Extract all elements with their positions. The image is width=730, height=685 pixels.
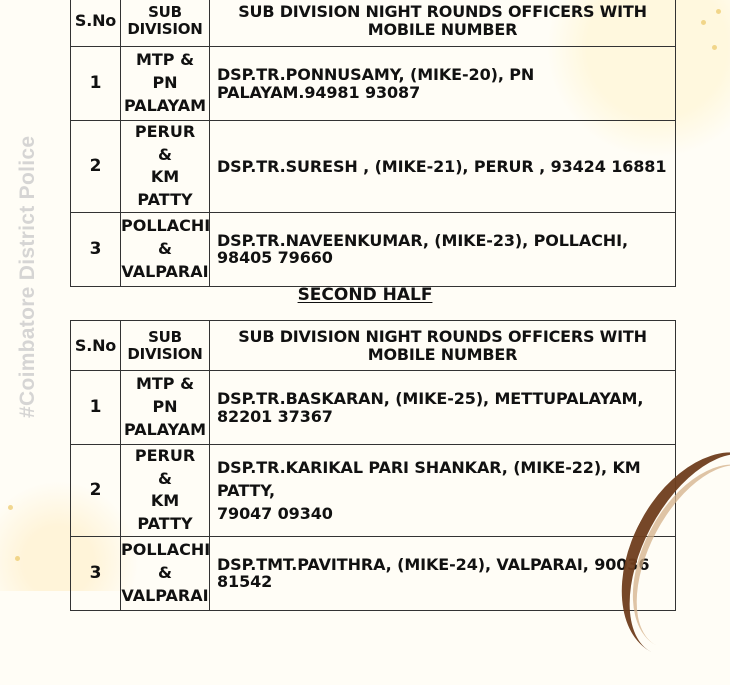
sub-division-cell bbox=[121, 536, 210, 610]
sub-division-line: & bbox=[158, 144, 172, 164]
officer-cell bbox=[210, 445, 676, 537]
sub-division-line: & bbox=[158, 239, 172, 259]
officer-line: 79047 09340 bbox=[217, 504, 333, 524]
department-watermark: #Coimbatore District Police bbox=[16, 135, 39, 418]
decorative-sparkle bbox=[712, 45, 717, 50]
first-half-row-1 bbox=[71, 47, 676, 121]
officer-line: DSP.TR.NAVEENKUMAR, (MIKE-23), POLLACHI, 98405 79660 bbox=[217, 231, 628, 268]
sno-cell: 3 bbox=[71, 536, 121, 610]
sub-division-header-line-2: DIVISION bbox=[127, 19, 203, 38]
decorative-sparkle bbox=[8, 505, 13, 510]
sub-division-line: VALPARAI bbox=[121, 585, 209, 605]
sub-division-header-line-1: SUB bbox=[148, 3, 182, 22]
officers-header: SUB DIVISION NIGHT ROUNDS OFFICERS WITH MOBILE NUMBER bbox=[210, 321, 676, 371]
officer-line: DSP.TR.PONNUSAMY, (MIKE-20), PN PALAYAM.94981 93087 bbox=[217, 65, 535, 102]
sub-division-cell bbox=[121, 121, 210, 213]
sub-division-cell bbox=[121, 212, 210, 286]
sub-division-line: POLLACHI bbox=[121, 216, 211, 236]
sno-header: S.No bbox=[71, 321, 121, 371]
sub-division-line: KM PATTY bbox=[137, 167, 193, 210]
sub-division-line: PALAYAM bbox=[123, 419, 207, 439]
sub-division-line: PERUR bbox=[134, 446, 196, 465]
officer-cell bbox=[210, 212, 676, 286]
sub-division-cell bbox=[121, 47, 210, 121]
sub-division-header bbox=[121, 0, 210, 47]
officer-cell bbox=[210, 121, 676, 213]
sno-cell: 1 bbox=[71, 47, 121, 121]
officers-header: SUB DIVISION NIGHT ROUNDS OFFICERS WITH MOBILE NUMBER bbox=[210, 0, 676, 47]
sub-division-line: PN bbox=[152, 73, 178, 93]
sub-division-line: MTP & bbox=[135, 50, 195, 70]
officer-line: DSP.TMT.PAVITHRA, (MIKE-24), VALPARAI, 90036 81542 bbox=[217, 555, 650, 592]
officer-line: DSP.TR.SURESH , (MIKE-21), PERUR , 93424 16881 bbox=[217, 156, 667, 176]
second-half-row-1 bbox=[71, 371, 676, 445]
sub-division-line: & bbox=[158, 563, 172, 583]
second-half-header-row bbox=[71, 321, 676, 371]
decorative-sparkle bbox=[716, 9, 721, 14]
officer-cell bbox=[210, 536, 676, 610]
second-half-row-3 bbox=[71, 536, 676, 610]
sub-division-header-line-1: SUB bbox=[148, 328, 182, 347]
sno-header: S.No bbox=[71, 0, 121, 47]
sub-division-cell bbox=[121, 371, 210, 445]
decorative-sparkle bbox=[15, 556, 20, 561]
sub-division-line: & bbox=[158, 468, 172, 488]
sno-cell: 2 bbox=[71, 445, 121, 537]
sub-division-line: MTP & bbox=[135, 374, 195, 394]
first-half-header-row bbox=[71, 0, 676, 47]
sub-division-line: VALPARAI bbox=[121, 261, 209, 281]
sub-division-line: PALAYAM bbox=[123, 95, 207, 115]
first-half-row-2 bbox=[71, 121, 676, 213]
second-half-title: SECOND HALF bbox=[297, 285, 433, 305]
first-half-row-3 bbox=[71, 212, 676, 286]
second-half-duty-table bbox=[70, 320, 676, 611]
sno-cell: 1 bbox=[71, 371, 121, 445]
sub-division-line: POLLACHI bbox=[121, 540, 211, 560]
second-half-row-2 bbox=[71, 445, 676, 537]
decorative-sparkle bbox=[701, 20, 706, 25]
officer-line: DSP.TR.BASKARAN, (MIKE-25), METTUPALAYAM, 82201 37367 bbox=[217, 389, 644, 426]
sub-division-header-line-2: DIVISION bbox=[127, 344, 203, 363]
officer-cell bbox=[210, 371, 676, 445]
first-half-duty-table bbox=[70, 0, 676, 287]
sub-division-line: PERUR bbox=[134, 122, 196, 141]
officer-line: DSP.TR.KARIKAL PARI SHANKAR, (MIKE-22), KM PATTY, bbox=[217, 457, 641, 500]
sub-division-line: KM PATTY bbox=[137, 491, 193, 534]
sub-division-cell bbox=[121, 445, 210, 537]
sno-cell: 3 bbox=[71, 212, 121, 286]
sno-cell: 2 bbox=[71, 121, 121, 213]
sub-division-line: PN bbox=[152, 397, 178, 417]
officer-cell bbox=[210, 47, 676, 121]
sub-division-header bbox=[121, 321, 210, 371]
